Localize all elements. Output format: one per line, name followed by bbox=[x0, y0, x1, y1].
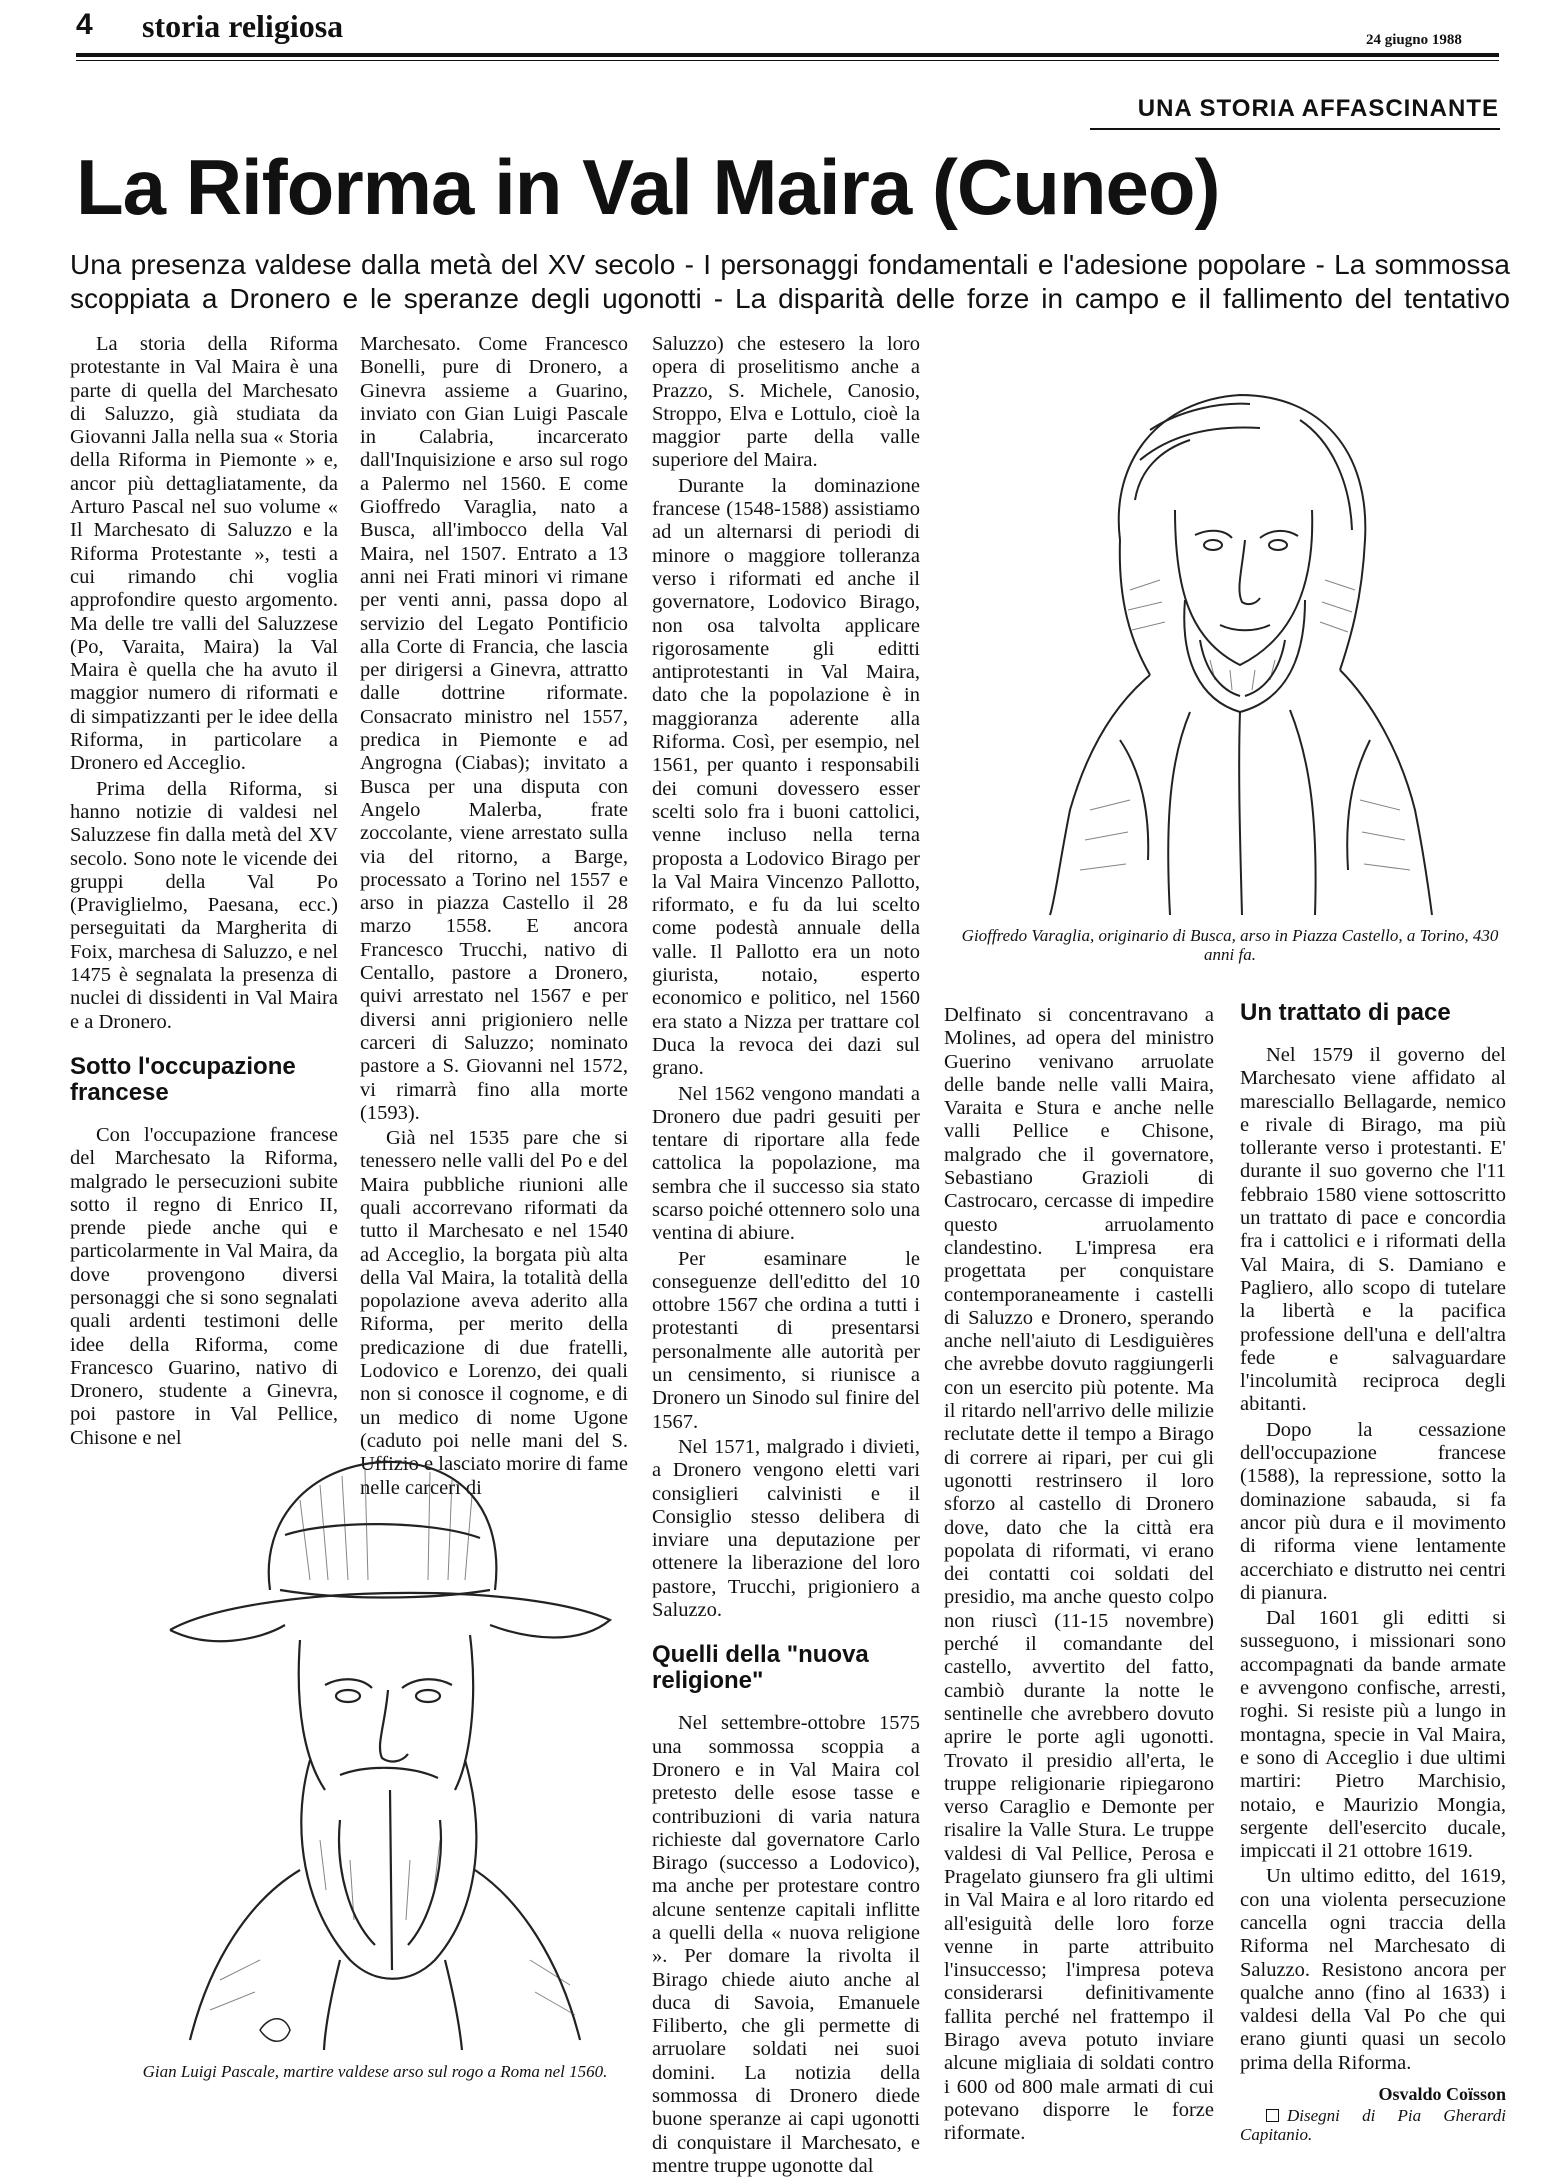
portrait-varaglia-drawing bbox=[1000, 340, 1460, 920]
paragraph: Nel settembre-ottobre 1575 una sommossa scoppia a Dronero e in Val Maira col pretesto delle esose tasse e contribuzioni di varia natura richieste dal governatore Carlo Birago (successo a Lodovico), ma anche per protestare contro alcune sentenze capitali inflitte a quelli della « nuova religione ». Per domare la rivolta il Birago chiede aiuto anche al duca di Savoia, Emanuele Filiberto, che gli permette di arruolare soldati nei suoi domini. La notizia della sommossa di Dronero diede buone speranze ai capi ugonotti di conquistare il Marchesato, e mentre truppe ugonotte dal bbox=[652, 1712, 920, 2177]
paragraph: Un ultimo editto, del 1619, con una violenta persecuzione cancella ogni traccia della Riforma nel Marchesato di Saluzzo. Resistono ancora per qualche anno (fino al 1633) i valdesi della Val Po che qui erano giunti quasi un secolo prima della Riforma. bbox=[1240, 1865, 1506, 2074]
paragraph: Delfinato si concentravano a Molines, ad opera del ministro Guerino venivano arruolate delle bande nelle valli Maira, Varaita e Stura e anche nelle valli Pellice e Chisone, malgrado che il governatore, Sebastiano Grazioli di Castrocaro, cercasse di impedire questo arruolamento clandestino. L'impresa era progettata per conquistare contemporaneamente i castelli di Saluzzo e Dronero, sperando anche nell'aiuto di Lesdiguières che avrebbe dovuto raggiungerli con un esercito più potente. Ma il ritardo nell'arrivo delle milizie reclutate dette il tempo a Birago di correre ai ripari, per cui gli ugonotti restrinsero il loro sforzo al castello di Dronero dove, dato che la città era popolata di riformati, vi erano dei contatti coi soldati del presidio, ma anche questo colpo non riuscì (11-15 novembre) perché il comandante del castello, avvertito del fatto, cambiò durante la notte le sentinelle che avrebbero dovuto aprire le porte agli ugonotti. Trovato il presidio all'erta, le truppe religionarie ripiegarono verso Caraglio e Demonte per risalire la Valle Stura. Le truppe valdesi di Val Pellice, Perosa e Pragelato giunsero fra gli ultimi in Val Maira e al loro ritardo ed all'esiguità delle loro forze venne in parte attribuito l'insuccesso; l'impresa poteva considerarsi definitivamente fallita perché nel frattempo il Birago aveva potuto inviare alcune migliaia di soldati contro i 600 od 800 male armati di cui potevano disporre le forze riformate. bbox=[944, 1004, 1214, 2145]
paragraph: Già nel 1535 pare che si tenessero nelle valli del Po e del Maira pubbliche riunioni alle quali accorrevano riformati da tutto il Marchesato e nel 1540 ad Acceglio, la borgata più alta della Val Maira, la totalità della popolazione aveva aderito alla Riforma, per merito della predicazione di due fratelli, Lodovico e Lorenzo, dei quali non si conosce il cognome, e di un medico di nome Ugone (caduto poi nelle mani del S. Uffizio e lasciato morire di fame nelle carceri di bbox=[360, 1127, 628, 1499]
paragraph: Marchesato. Come Francesco Bonelli, pure di Dronero, a Ginevra assieme a Guarino, inviato con Gian Luigi Pascale in Calabria, incarcerato dall'Inquisizione e arso sul rogo a Palermo nel 1560. E come Gioffredo Varaglia, nato a Busca, all'imbocco della Val Maira, nel 1507. Entrato a 13 anni nei Frati minori vi rimane per venti anni, passa dopo al servizio del Legato Pontificio alla Corte di Francia, che lascia per dirigersi a Ginevra, attratto dalle dottrine riformate. Consacrato ministro nel 1557, predica in Piemonte e ad Angrogna (Ciabas); invitato a Busca per una disputa con Angelo Malerba, frate zoccolante, viene arrestato sulla via del ritorno, a Barge, processato a Torino nel 1557 e arso in piazza Castello il 28 marzo 1558. E ancora Francesco Trucchi, nativo di Centallo, pastore a Dronero, quivi arrestato nel 1567 e per diversi anni prigioniero nelle carceri di Saluzzo; nominato pastore a S. Giovanni nel 1572, vi rimarrà fino alla morte (1593). bbox=[360, 333, 628, 1124]
paragraph: Per esaminare le conseguenze dell'editto del 10 ottobre 1567 che ordina a tutti i protestanti di presentarsi personalmente alle autorità per un censimento, si riunisce a Dronero un Sinodo sul finire del 1567. bbox=[652, 1247, 920, 1433]
caption-varaglia: Gioffredo Varaglia, originario di Busca, arso in Piazza Castello, a Torino, 430 anni fa. bbox=[961, 926, 1499, 964]
paragraph: Dal 1601 gli editti si susseguono, i missionari sono accompagnati da bande armate e avvengono confische, arresti, roghi. Si resiste più a lungo in montagna, specie in Val Maira, e sono di Acceglio i due ultimi martiri: Pietro Marchisio, notaio, e Maurizio Mongia, sergente dell'esercito ducale, impiccati il 21 ottobre 1619. bbox=[1240, 1607, 1506, 1863]
square-bullet-icon bbox=[1266, 2109, 1279, 2122]
paragraph: Nel 1579 il governo del Marchesato viene affidato al maresciallo Bellagarde, nemico e rivale di Birago, ma più tollerante verso i protestanti. E' durante il suo governo che l'11 febbraio 1580 viene sottoscritto un trattato di pace e concordia fra i cattolici e i riformati della Val Maira, di S. Damiano e Pagliero, allo scopo di tutelare la libertà e la pacifica professione dell'una e dell'altra fede e salvaguardare l'incolumità reciproca degli abitanti. bbox=[1240, 1044, 1506, 1416]
deck: Una presenza valdese dalla metà del XV secolo - I personaggi fondamentali e l'adesione popolare - La sommossa scoppiata a Dronero e le speranze degli ugonotti - La disparità delle forze in campo e il fallimento del tentativo bbox=[70, 249, 1510, 314]
caption-pascale: Gian Luigi Pascale, martire valdese arso sul rogo a Roma nel 1560. bbox=[142, 2062, 608, 2081]
kicker-rule bbox=[1090, 128, 1500, 130]
paragraph: Con l'occupazione francese del Marchesato la Riforma, malgrado le persecuzioni subite sotto il regno di Enrico II, prende piede anche qui e particolarmente in Val Maira, da dove provengono diversi personaggi che si sono segnalati quali ardenti testimoni delle idee della Riforma, come Francesco Guarino, nativo di Dronero, studente a Ginevra, poi pastore in Val Pellice, Chisone e nel bbox=[70, 1123, 338, 1449]
headline: La Riforma in Val Maira (Cuneo) bbox=[76, 143, 1220, 231]
paragraph: Durante la dominazione francese (1548-1588) assistiamo ad un alternarsi di periodi di minore o maggiore tolleranza verso i riformati ed anche il governatore, Lodovico Birago, non osa talvolta applicare rigorosamente gli editti antiprotestanti in Val Maira, dato che la popolazione è in maggioranza aderente alla Riforma. Così, per esempio, nel 1561, per quanto i responsabili dei comuni dovessero esser scelti solo fra i buoni cattolici, venne incluso nella terna proposta a Lodovico Birago per la Val Maira Vincenzo Pallotto, riformato, e fu da lui scelto come podestà annuale della valle. Il Pallotto era un noto giurista, notaio, esperto economico e politico, nel 1560 era stato a Nizza per trattare col Duca la revoca dei dazi sul grano. bbox=[652, 474, 920, 1080]
article-column-3 bbox=[652, 333, 920, 2178]
article-column-4 bbox=[944, 1004, 1214, 2146]
author-signature: Osvaldo Coïsson bbox=[1378, 2084, 1506, 2105]
page-number: 4 bbox=[76, 8, 93, 41]
portrait-pascale-drawing bbox=[110, 1440, 630, 2055]
illustration-credit bbox=[1240, 2106, 1506, 2144]
kicker: UNA STORIA AFFASCINANTE bbox=[1137, 95, 1499, 122]
article-column-1 bbox=[70, 333, 338, 1450]
article-column-2 bbox=[360, 333, 628, 1500]
credit-text: Disegni di Pia Gherardi Capitanio. bbox=[1240, 2106, 1506, 2145]
subheading-occupazione: Sotto l'occupazione francese bbox=[70, 1052, 296, 1106]
subheading-nuova-religione: Quelli della "nuova religione" bbox=[652, 1641, 869, 1695]
paragraph: Dopo la cessazione dell'occupazione francese (1588), la repressione, sotto la dominazione sabauda, si fa ancor più dura e il movimento di riforma viene lentamente accerchiato e distrutto nei centri di pianura. bbox=[1240, 1418, 1506, 1604]
paragraph: Saluzzo) che estesero la loro opera di proselitismo anche a Prazzo, S. Michele, Canosio, Stroppo, Elva e Lottulo, cioè la maggior parte della valle superiore del Maira. bbox=[652, 333, 920, 472]
paragraph: Nel 1571, malgrado i divieti, a Dronero vengono eletti vari consiglieri calvinisti e il Consiglio stesso delibera di inviare una deputazione per ottenere la liberazione del loro pastore, Trucchi, prigioniero a Saluzzo. bbox=[652, 1435, 920, 1622]
subheading-trattato: Un trattato di pace bbox=[1240, 999, 1451, 1026]
issue-date: 24 giugno 1988 bbox=[1366, 32, 1462, 48]
article-column-5 bbox=[1240, 1000, 1506, 2144]
header-rule-thin bbox=[76, 60, 1499, 61]
section-title: storia religiosa bbox=[142, 8, 344, 44]
paragraph: La storia della Riforma protestante in Val Maira è una parte di quella del Marchesato di Saluzzo, già studiata da Giovanni Jalla nella sua « Storia della Riforma in Piemonte » e, ancor più dettagliatamente, da Arturo Pascal nel suo volume « Il Marchesato di Saluzzo e la Riforma Protestante », testi a cui rimando chi voglia approfondire questo argomento. Ma delle tre valli del Saluzzese (Po, Varaita, Maira) la Val Maira è quella che ha avuto il maggior numero di riformati e di simpatizzanti per le idee della Riforma, in particolare a Dronero ed Acceglio. bbox=[70, 333, 338, 775]
paragraph: Prima della Riforma, si hanno notizie di valdesi nel Saluzzese fin dalla metà del XV secolo. Sono note le vicende dei gruppi della Val Po (Praviglielmo, Paesana, ecc.) perseguitati da Margherita di Foix, marchesa di Saluzzo, e nel 1475 è segnalata la presenza di nuclei di dissidenti in Val Maira e a Dronero. bbox=[70, 777, 338, 1033]
paragraph: Nel 1562 vengono mandati a Dronero due padri gesuiti per tentare di riportare alla fede cattolica la popolazione, ma sembra che il successo sia stato scarso poiché ottennero solo una ventina di abiure. bbox=[652, 1082, 920, 1245]
header-rule bbox=[76, 53, 1499, 57]
